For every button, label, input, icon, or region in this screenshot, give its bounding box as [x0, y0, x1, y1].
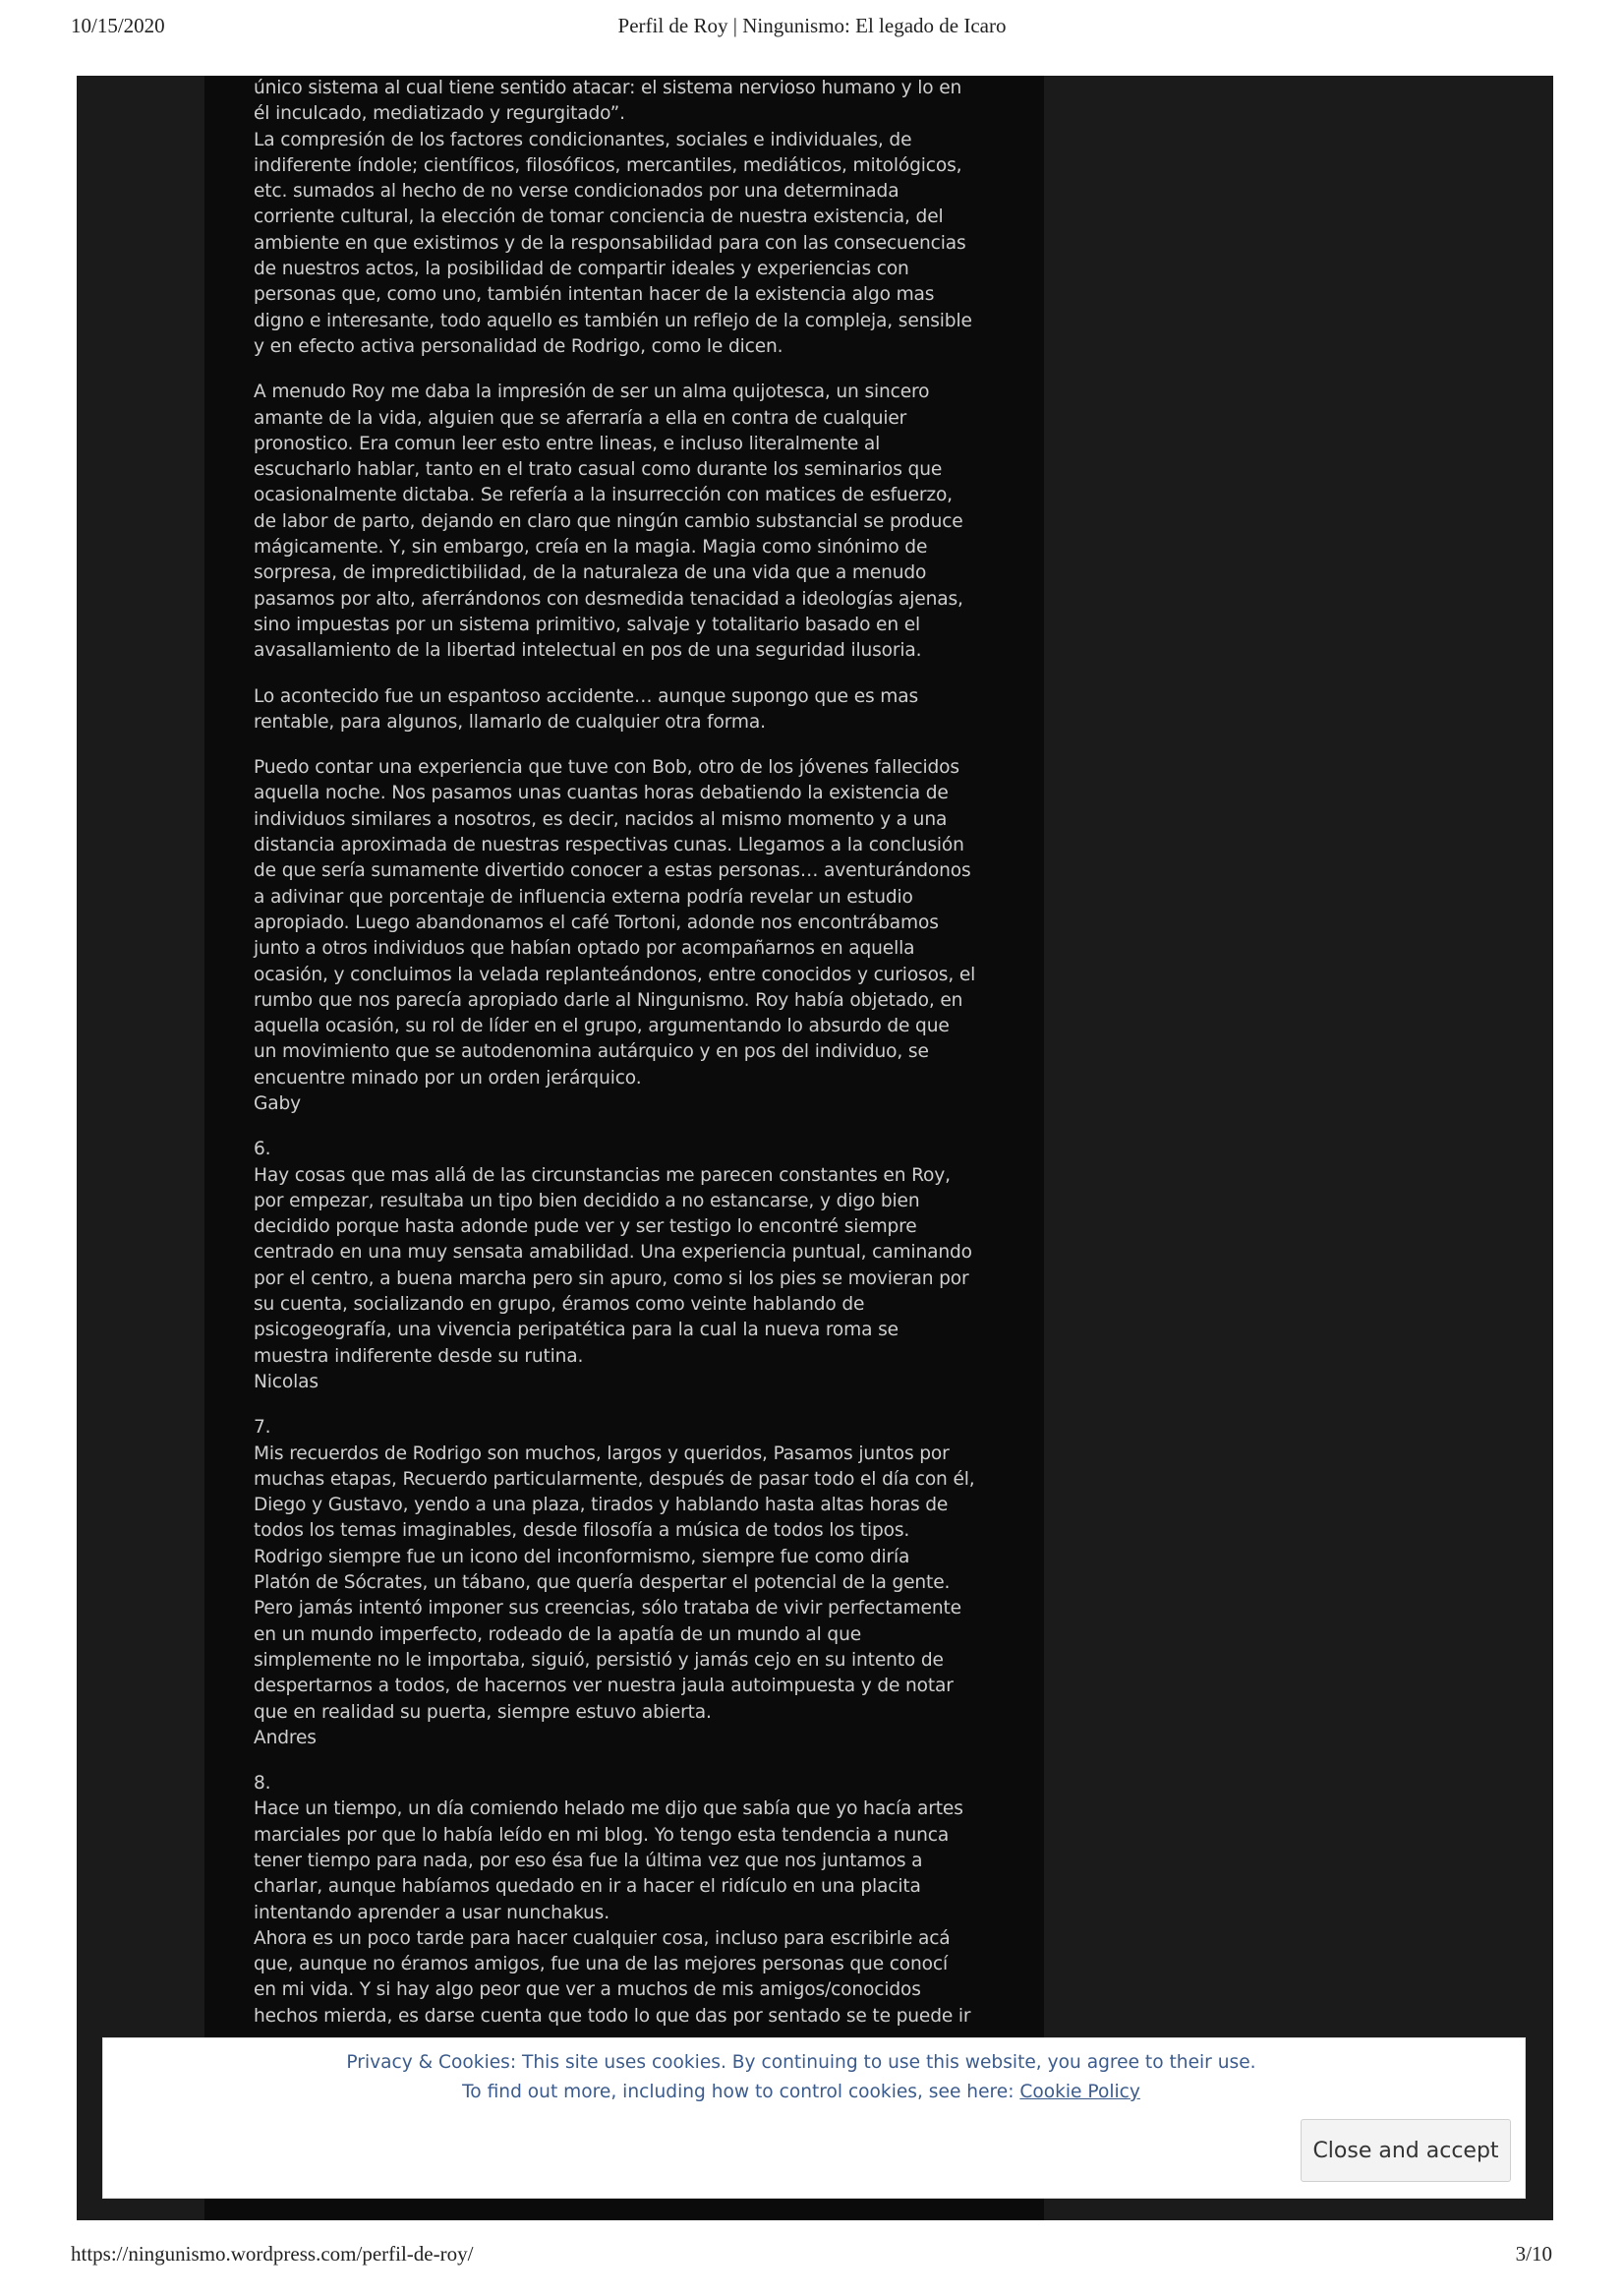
print-header — [0, 0, 1624, 39]
text-line: que en realidad su puerta, siempre estuvo abierta. — [254, 1701, 712, 1723]
text-line: digno e interesante, todo aquello es también un reflejo de la compleja, sensible — [254, 310, 972, 331]
text-line: a adivinar que porcentaje de influencia externa podría revelar un estudio — [254, 886, 913, 908]
print-page-title: Perfil de Roy | Ningunismo: El legado de Icaro — [617, 14, 1007, 37]
cookie-notice-prefix: To find out more, including how to control cookies, see here: — [462, 2082, 1020, 2102]
cookie-policy-link[interactable]: Cookie Policy — [1019, 2082, 1140, 2102]
text-line: Lo acontecido fue un espantoso accidente… aunque supongo que es mas — [254, 685, 919, 707]
text-line: psicogeografía, una vivencia peripatética para la cual la nueva roma se — [254, 1320, 899, 1341]
text-line: tener tiempo para nada, por eso ésa fue la última vez que nos juntamos a — [254, 1851, 923, 1871]
text-line: Hay cosas que mas allá de las circunstancias me parecen constantes en Roy, — [254, 1164, 951, 1186]
cookie-notice-text — [103, 2048, 1499, 2107]
text-line: Mis recuerdos de Rodrigo son muchos, largos y queridos, Pasamos juntos por — [254, 1442, 950, 1464]
article-body — [254, 76, 1001, 2049]
text-line: charlar, aunque habíamos quedado en ir a hacer el ridículo en una placita — [254, 1876, 921, 1898]
text-line: escucharlo hablar, tanto en el trato casual como durante los seminarios que — [254, 459, 943, 481]
text-line: su cuenta, socializando en grupo, éramos como veinte hablando de — [254, 1294, 865, 1316]
text-line: personas que, como uno, también intentan hacer de la existencia algo mas — [254, 284, 935, 306]
text-line: decidido porque hasta adonde pude ver y ser testigo lo encontré siempre — [254, 1216, 917, 1238]
print-page-number: 3/10 — [1515, 2242, 1552, 2266]
text-line: individuos similares a nosotros, es decir, nacidos al mismo momento y a una — [254, 808, 948, 830]
text-line: hechos mierda, es darse cuenta que todo lo que das por sentado se te puede ir — [254, 2005, 971, 2027]
text-line: de que sería sumamente divertido conocer a estas personas… aventurándonos — [254, 860, 971, 882]
text-line: amante de la vida, alguien que se aferraría a ella en contra de cualquier — [254, 407, 907, 429]
print-footer — [0, 2230, 1624, 2269]
article-paragraph — [254, 380, 1001, 664]
text-line: ocasión, y concluimos la velada replanteándonos, entre conocidos y curiosos, el — [254, 964, 976, 985]
article-paragraph — [254, 1415, 1001, 1751]
text-line: 8. — [254, 1773, 271, 1795]
text-line: Pero jamás intentó imponer sus creencias, sólo trataba de vivir perfectamente — [254, 1598, 961, 1619]
text-line: un movimiento que se autodenomina autárquico y en pos del individuo, se — [254, 1041, 929, 1063]
text-line: Ahora es un poco tarde para hacer cualquier cosa, incluso para escribirle acá — [254, 1927, 951, 1949]
text-line: él inculcado, mediatizado y regurgitado”. — [254, 103, 625, 125]
text-line: Diego y Gustavo, yendo a una plaza, tirados y hablando hasta altas horas de — [254, 1495, 949, 1516]
text-line: junto a otros individuos que habían optado por acompañarnos en aquella — [254, 938, 915, 960]
text-line: mágicamente. Y, sin embargo, creía en la magia. Magia como sinónimo de — [254, 537, 928, 559]
text-line: despertarnos a todos, de hacernos ver nuestra jaula autoimpuesta y de notar — [254, 1676, 954, 1697]
text-line: Hace un tiempo, un día comiendo helado me dijo que sabía que yo hacía artes — [254, 1798, 963, 1820]
text-line: Rodrigo siempre fue un icono del inconformismo, siempre fue como diría — [254, 1546, 910, 1567]
text-line: simplemente no le importaba, siguió, persistió y jamás cejo en su intento de — [254, 1649, 944, 1671]
text-line: Nicolas — [254, 1371, 319, 1392]
text-line: apropiado. Luego abandonamos el café Tortoni, adonde nos encontrábamos — [254, 912, 939, 933]
text-line: único sistema al cual tiene sentido atacar: el sistema nervioso humano y lo en — [254, 78, 962, 98]
text-line: por el centro, a buena marcha pero sin apuro, como si los pies se movieran por — [254, 1267, 969, 1289]
print-date: 10/15/2020 — [71, 14, 165, 37]
article-paragraph — [254, 1771, 1001, 2030]
text-line: ocasionalmente dictaba. Se refería a la insurrección con matices de esfuerzo, — [254, 485, 953, 506]
text-line: de labor de parto, dejando en claro que ningún cambio substancial se produce — [254, 510, 963, 532]
text-line: centrado en una muy sensata amabilidad. Una experiencia puntual, caminando — [254, 1242, 972, 1264]
article-paragraph — [254, 684, 1001, 736]
text-line: y en efecto activa personalidad de Rodrigo, como le dicen. — [254, 335, 783, 357]
text-line: todos los temas imaginables, desde filosofía a música de todos los tipos. — [254, 1520, 910, 1542]
text-line: rumbo que nos parecía apropiado darle al Ningunismo. Roy había objetado, en — [254, 989, 963, 1011]
text-line: distancia aproximada de nuestras respectivas cunas. Llegamos a la conclusión — [254, 835, 964, 856]
text-line: que, aunque no éramos amigos, fue una de las mejores personas que conocí — [254, 1954, 948, 1975]
text-line: Puedo contar una experiencia que tuve con Bob, otro de los jóvenes fallecidos — [254, 757, 959, 779]
text-line: sino impuestas por un sistema primitivo, salvaje y totalitario basado en el — [254, 614, 921, 635]
close-and-accept-button[interactable]: Close and accept — [1301, 2119, 1511, 2182]
text-line: pronostico. Era comun leer esto entre lineas, e incluso literalmente al — [254, 433, 881, 454]
text-line: muestra indiferente desde su rutina. — [254, 1345, 584, 1367]
text-line: aquella noche. Nos pasamos unas cuantas horas debatiendo la existencia de — [254, 783, 949, 804]
text-line: en un mundo imperfecto, rodeado de la apatía de un mundo al que — [254, 1623, 862, 1645]
text-line: rentable, para algunos, llamarlo de cualquier otra forma. — [254, 711, 766, 733]
text-line: avasallamiento de la libertad intelectual en pos de una seguridad ilusoria. — [254, 640, 922, 662]
cookie-banner — [102, 2037, 1526, 2199]
text-line: A menudo Roy me daba la impresión de ser un alma quijotesca, un sincero — [254, 382, 930, 403]
text-line: de nuestros actos, la posibilidad de compartir ideales y experiencias con — [254, 259, 909, 280]
text-line: marciales por que lo había leído en mi blog. Yo tengo esta tendencia a nunca — [254, 1824, 950, 1846]
text-line: Platón de Sócrates, un tábano, que quería despertar el potencial de la gente. — [254, 1572, 951, 1594]
article-paragraph — [254, 1137, 1001, 1395]
text-line: sorpresa, de impredictibilidad, de la naturaleza de una vida que a menudo — [254, 562, 927, 584]
text-line: intentando aprender a usar nunchakus. — [254, 1902, 609, 1923]
text-line: corriente cultural, la elección de tomar conciencia de nuestra existencia, del — [254, 206, 944, 228]
text-line: La compresión de los factores condicionantes, sociales e individuales, de — [254, 129, 912, 150]
text-line: 7. — [254, 1417, 271, 1439]
article-paragraph — [254, 755, 1001, 1117]
article-paragraph — [254, 76, 1001, 360]
text-line: pasamos por alto, aferrándonos con desmedida tenacidad a ideologías ajenas, — [254, 588, 963, 610]
text-line: 6. — [254, 1139, 271, 1160]
text-line: ambiente en que existimos y de la responsabilidad para con las consecuencias — [254, 232, 966, 254]
text-line: aquella ocasión, su rol de líder en el grupo, argumentando lo absurdo de que — [254, 1016, 950, 1037]
print-url: https://ningunismo.wordpress.com/perfil-de-roy/ — [71, 2242, 474, 2266]
text-line: en mi vida. Y si hay algo peor que ver a muchos de mis amigos/conocidos — [254, 1979, 921, 2001]
cookie-notice-line: Privacy & Cookies: This site uses cookies. By continuing to use this website, you agree to their use. — [346, 2052, 1256, 2073]
text-line: por empezar, resultaba un tipo bien decidido a no estancarse, y digo bien — [254, 1190, 920, 1211]
text-line: encuentre minado por un orden jerárquico. — [254, 1067, 642, 1089]
text-line: muchas etapas, Recuerdo particularmente, después de pasar todo el día con él, — [254, 1468, 975, 1490]
text-line: Andres — [254, 1727, 317, 1748]
cookie-notice-line-2 — [103, 2078, 1499, 2107]
text-line: etc. sumados al hecho de no verse condicionados por una determinada — [254, 181, 899, 203]
text-line: Gaby — [254, 1092, 302, 1114]
text-line: indiferente índole; científicos, filosóficos, mercantiles, mediáticos, mitológicos, — [254, 154, 962, 176]
